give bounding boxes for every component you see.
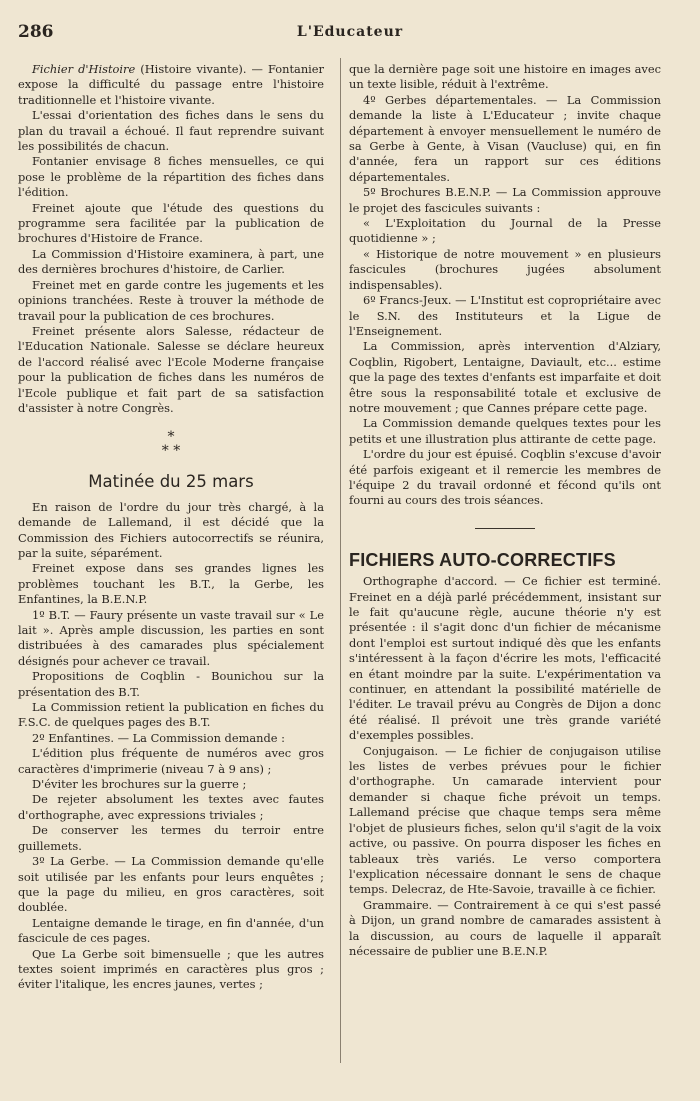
paragraph: Freinet expose dans ses grandes lignes les problèmes touchant les B.T., la Gerbe, les Enfantines, la B.E.N.P. [18,561,324,607]
paragraph: De conserver les termes du terroir entre guillemets. [18,823,324,853]
section-title: FICHIERS AUTO-CORRECTIFS [349,549,616,570]
paragraph: Que La Gerbe soit bimensuelle ; que les autres textes soient imprimés en caractères plus gros ; éviter l'italique, les encres jaunes, vertes ; [18,946,324,992]
paragraph: Orthographe d'accord. — Ce fichier est terminé. Freinet en a déjà parlé précédemment, insistant sur le fait qu'aucune règle, aucune théorie n'y est présentée : il s'agit donc d'un fichier de mécanisme dont l'emploi est surtout indiqué dès que les enfants s'intéressent à la façon d'écrire les mots, l'efficacité en étant moindre par la suite. L'expérimentation va continuer, en attendant la possibilité matérielle de l'éditer. Le travail prévu au Congrès de Dijon a donc été réalisé. Il prévoit une très grande variété d'exemples possibles. [349,574,661,743]
paragraph: De rejeter absolument les textes avec fautes d'orthographe, avec expressions triviales ; [18,792,324,822]
page-number: 286 [18,22,54,42]
paragraph: que la dernière page soit une histoire en images avec un texte lisible, réduit à l'extrême. [349,62,661,92]
column-rule [340,58,341,1063]
paragraph [18,62,324,108]
paragraph: Freinet présente alors Salesse, rédacteur de l'Education Nationale. Salesse se déclare heureux de l'accord réalisé avec l'Ecole Moderne française pour la publication de fiches dans les numéros de l'Ecole publique et fait part de sa satisfaction d'assister à notre Congrès. [18,323,324,415]
paragraph: 5º Brochures B.E.N.P. — La Commission approuve le projet des fascicules suivants : [349,185,661,215]
paragraph: Freinet ajoute que l'étude des questions du programme sera facilitée par la publication de brochures d'Histoire de France. [18,200,324,246]
paragraph: La Commission retient la publication en fiches du F.S.C. de quelques pages des B.T. [18,700,324,730]
right-column [349,62,661,959]
paragraph: D'éviter les brochures sur la guerre ; [32,777,247,792]
paragraph: 4º Gerbes départementales. — La Commission demande la liste à L'Educateur ; invite chaque département à envoyer mensuellement le numéro de sa Gerbe à Gente, à Visan (Vaucluse) qui, en fin d'année, fera un rapport sur ces éditions départementales. [349,92,661,184]
paragraph: Freinet met en garde contre les jugements et les opinions tranchées. Reste à trouver la méthode de travail pour la publication de ces brochures. [18,277,324,323]
paragraph: L'ordre du jour est épuisé. Coqblin s'excuse d'avoir été parfois exigeant et il remercie les membres de l'équipe 2 du travail ordonné et fécond qu'ils ont fourni au cours des trois séances. [349,447,661,508]
paragraph: La Commission demande quelques textes pour les petits et une illustration plus attirante de cette page. [349,416,661,446]
paragraph: Fontanier envisage 8 fiches mensuelles, ce qui pose le problème de la répartition des fiches dans l'édition. [18,154,324,200]
paragraph-text: (Histoire vivante). — Fontanier expose la difficulté du passage entre l'histoire traditionnelle et l'histoire vivante. [18,62,324,107]
paragraph: Grammaire. — Contrairement à ce qui s'est passé à Dijon, un grand nombre de camarades assistent à la discussion, au cours de laquelle il apparaît nécessaire de publier une B.E.N.P. [349,897,661,958]
paragraph-lead: Fichier d'Histoire [32,62,136,76]
paragraph: La Commission, après intervention d'Alziary, Coqblin, Rigobert, Lentaigne, Daviault, etc... estime que la page des textes d'enfants est imparfaite et doit être sous la responsabilité totale et exclusive de notre mouvement ; que Cannes prépare cette page. [349,339,661,415]
paragraph: « Historique de notre mouvement » en plusieurs fascicules (brochures jugées absolument indispensables). [349,246,661,292]
page-header [18,22,682,46]
paragraph: 1º B.T. — Faury présente un vaste travail sur « Le lait ». Après ample discussion, les parties en sont distribuées à des camarades plus spécialement désignés pour achever ce travail. [18,607,324,668]
paragraph: La Commission d'Histoire examinera, à part, une des dernières brochures d'histoire, de Carlier. [18,246,324,277]
section-divider [475,528,535,529]
paragraph: Propositions de Coqblin - Bounichou sur la présentation des B.T. [18,669,324,699]
paragraph: 3º La Gerbe. — La Commission demande qu'elle soit utilisée par les enfants pour leurs enquêtes ; que la page du milieu, en gros caractères, soit doublée. [18,854,324,915]
section-title: Matinée du 25 mars [88,472,254,492]
running-title: L'Educateur [296,24,404,40]
paragraph: Lentaigne demande le tirage, en fin d'année, d'un fascicule de ces pages. [18,915,324,946]
left-column [18,62,324,993]
paragraph: « L'Exploitation du Journal de la Presse quotidienne » ; [349,216,661,246]
section-asterism: * * * [161,429,181,460]
paragraph: En raison de l'ordre du jour très chargé, à la demande de Lallemand, il est décidé que la Commission des Fichiers autocorrectifs se réunira, par la suite, séparément. [18,499,324,560]
paragraph: L'édition plus fréquente de numéros avec gros caractères d'imprimerie (niveau 7 à 9 ans) ; [18,746,324,776]
paragraph: 6º Francs-Jeux. — L'Institut est copropriétaire avec le S.N. des Instituteurs et la Ligue de l'Enseignement. [349,293,661,338]
paragraph: Conjugaison. — Le fichier de conjugaison utilise les listes de verbes prévues pour le fichier d'orthographe. Un camarade intervient pour demander si chaque fiche prévoit un temps. Lallemand précise que chaque temps sera même l'objet de plusieurs fiches, selon qu'il s'agit de la voix active, ou passive. On pourra disposer les fiches en tableaux très variés. Le verso comportera l'explication nécessaire donnant le sens de chaque temps. Delecraz, de Hte-Savoie, travaille à ce fichier. [349,743,661,897]
paragraph: 2º Enfantines. — La Commission demande : [32,730,286,745]
paragraph: L'essai d'orientation des fiches dans le sens du plan du travail a échoué. Il faut reprendre suivant les possibilités de chacun. [18,108,324,154]
